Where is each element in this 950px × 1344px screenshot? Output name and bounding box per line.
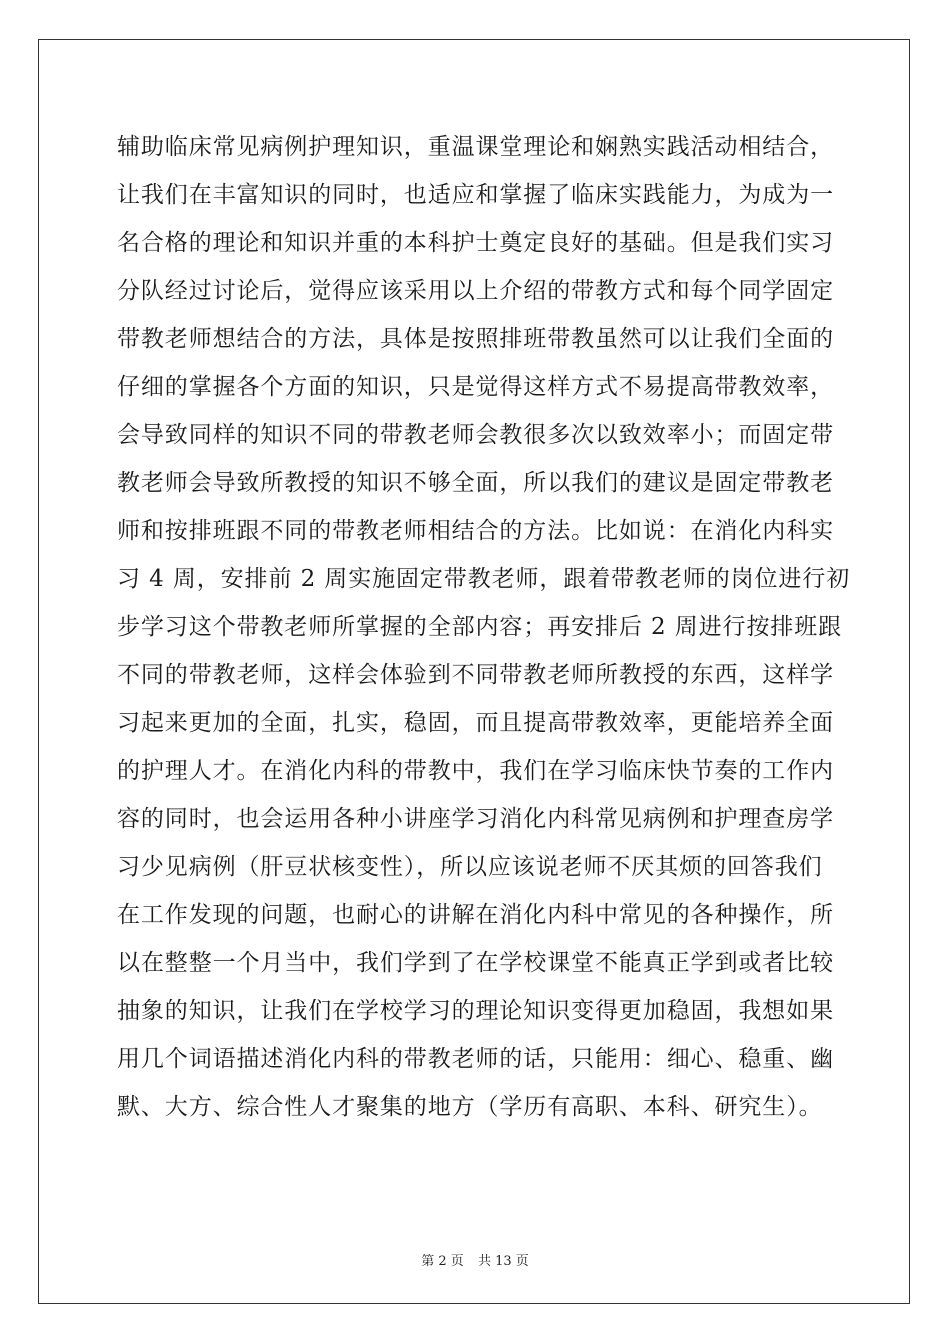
text-line: 让我们在丰富知识的同时，也适应和掌握了临床实践能力，为成为一 [117, 182, 834, 208]
text-line: 不同的带教老师，这样会体验到不同带教老师所教授的东西，这样学 [117, 662, 834, 688]
text-line: 辅助临床常见病例护理知识，重温课堂理论和娴熟实践活动相结合， [117, 134, 834, 160]
text-line: 习 4 周，安排前 2 周实施固定带教老师，跟着带教老师的岗位进行初 [117, 566, 851, 592]
text-line: 抽象的知识，让我们在学校学习的理论知识变得更加稳固，我想如果 [117, 998, 834, 1024]
text-line: 的护理人才。在消化内科的带教中，我们在学习临床快节奏的工作内 [117, 758, 834, 784]
text-line: 习少见病例（肝豆状核变性），所以应该说老师不厌其烦的回答我们 [117, 854, 823, 880]
text-line: 以在整整一个月当中，我们学到了在学校课堂不能真正学到或者比较 [117, 950, 834, 976]
text-line: 教老师会导致所教授的知识不够全面，所以我们的建议是固定带教老 [117, 470, 834, 496]
text-line: 步学习这个带教老师所掌握的全部内容；再安排后 2 周进行按排班跟 [117, 614, 843, 640]
text-line: 会导致同样的知识不同的带教老师会教很多次以致效率小；而固定带 [117, 422, 834, 448]
page-number-total: 共 13 页 [477, 1254, 529, 1269]
text-line: 容的同时，也会运用各种小讲座学习消化内科常见病例和护理查房学 [117, 806, 834, 832]
text-line: 用几个词语描述消化内科的带教老师的话，只能用：细心、稳重、幽 [117, 1046, 834, 1072]
page-number-current: 第 2 页 [421, 1254, 464, 1269]
text-line: 师和按排班跟不同的带教老师相结合的方法。比如说：在消化内科实 [117, 518, 834, 544]
text-line: 仔细的掌握各个方面的知识，只是觉得这样方式不易提高带教效率， [117, 374, 834, 400]
text-line: 习起来更加的全面，扎实，稳固，而且提高带教效率，更能培养全面 [117, 710, 834, 736]
text-line: 默、大方、综合性人才聚集的地方（学历有高职、本科、研究生）。 [117, 1094, 823, 1120]
text-line: 分队经过讨论后，觉得应该采用以上介绍的带教方式和每个同学固定 [117, 278, 834, 304]
text-line: 带教老师想结合的方法，具体是按照排班带教虽然可以让我们全面的 [117, 326, 834, 352]
page-footer [0, 1250, 950, 1269]
document-body [117, 127, 851, 1135]
text-line: 在工作发现的问题，也耐心的讲解在消化内科中常见的各种操作，所 [117, 902, 834, 928]
text-line: 名合格的理论和知识并重的本科护士奠定良好的基础。但是我们实习 [117, 230, 834, 256]
